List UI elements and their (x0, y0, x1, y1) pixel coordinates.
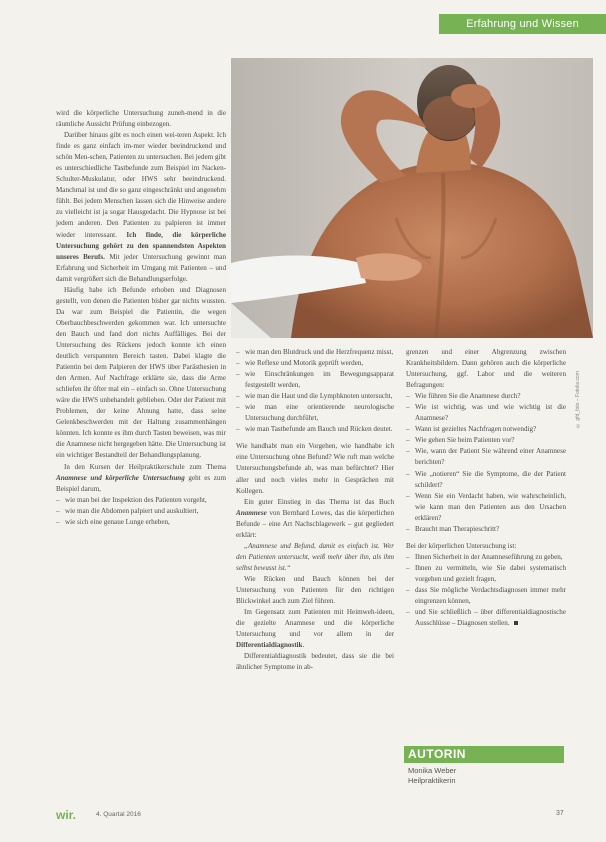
list-item: – dass Sie mögliche Verdachtsdiagnosen immer mehr eingrenzen können, (406, 585, 566, 607)
list-item: – Ihnen zu vermitteln, wie Sie dabei systematisch vorgehen und gezielt fragen, (406, 563, 566, 585)
paragraph: Wie handhabt man ein Vorgehen, wie handhabe ich eine Untersuchung ohne Befund? Wie ruft man welche Untersuchungsbefunde ab, was man befürchtet? Hier aller und noch vieles mehr in Gesprächen mit Kollegen. (236, 442, 394, 495)
end-of-article-mark (514, 621, 518, 625)
list-item: – wie man die Abdomen palpiert und auskultiert, (56, 506, 226, 517)
list-item: – Wie führen Sie die Anamnese durch? (406, 391, 566, 402)
text-run: Mit jeder Untersuchung gewinnt man Erfahrung und Sicherheit im Umgang mit Patienten – und damit vergrößert sich die Behandlungserfolge. (56, 252, 226, 283)
text-run: und Sie schließlich – über differentialdiagnostische Ausschlüsse – Diagnosen stellen. (415, 608, 566, 628)
list-item: – wie Einschränkungen im Bewegungsapparat festgestellt werden, (236, 369, 394, 391)
section-label: Erfahrung und Wissen (439, 14, 606, 34)
article-column-2 (236, 347, 394, 673)
article-column-3 (406, 347, 566, 629)
bold-text: Ich finde, die körperliche Untersuchung gehört zu den spannendsten Aspekten unseres Berufs. (56, 230, 227, 261)
paragraph (236, 497, 394, 541)
bold-italic-text: Anamnese (236, 508, 267, 517)
list-item: – Wann ist gezieltes Nachfragen notwendig? (406, 424, 566, 435)
list-item: – Wenn Sie ein Verdacht haben, wie wahrscheinlich, wie kann man den Patienten aus den Ursachen erklären? (406, 491, 566, 524)
photo-illustration (231, 58, 593, 338)
bullet-list (406, 552, 566, 629)
author-title: Heilpraktikerin (408, 776, 456, 785)
list-item: – wie man eine orientierende neurologische Untersuchung durchführt, (236, 402, 394, 424)
list-item: – wie Reflexe und Motorik geprüft werden, (236, 358, 394, 369)
paragraph (56, 130, 226, 285)
list-item: – Wie, wann der Patient Sie während einer Anamnese berichten? (406, 446, 566, 468)
italic-quote: „Anamnese und Befund, damit es einfach ist. Wer den Patienten untersucht, weiß mehr über ihn, als ihm selbst bewusst ist.“ (236, 541, 394, 572)
bullet-list (406, 391, 566, 535)
magazine-logo: wir. (56, 808, 77, 822)
paragraph: wird die körperliche Untersuchung zuneh-mend in die räumliche Aussicht Prüfung einbezogen. (56, 109, 226, 129)
article-column-1 (56, 108, 226, 528)
paragraph: Wie Rücken und Bauch können bei der Untersuchung von Patienten für den richtigen Blickwinkel auch zum Ziel führen. (236, 574, 394, 606)
list-item: – wie man Tastbefunde am Bauch und Rücken deutet. (236, 424, 394, 435)
list-item: – wie man den Blutdruck und die Herzfrequenz misst, (236, 347, 394, 358)
list-item: – Braucht man Therapieschritt? (406, 524, 566, 535)
back-examination-photo (231, 58, 593, 338)
bold-text: Differentialdiagnostik (236, 641, 303, 650)
text-run: Im Gegensatz zum Patienten mit Heimweh-ideen, die gezielte Anamnese und die körperliche Untersuchung und vor allem in der (236, 608, 394, 639)
bold-italic-text: Anamnese und körperliche Untersuchung (56, 473, 185, 482)
list-item: – Wie „notieren“ Sie die Symptome, die der Patient schildert? (406, 469, 566, 491)
paragraph: Bei der körperlichen Untersuchung ist: (406, 541, 517, 550)
list-item: – wie sich eine genaue Lunge erheben, (56, 517, 226, 528)
list-item: – Wie ist wichtig, was und wie wichtig ist die Anamnese? (406, 402, 566, 424)
quote (236, 541, 394, 574)
bullet-list (56, 495, 226, 528)
list-item: – wie man die Haut und die Lymphknoten untersucht, (236, 391, 394, 402)
text-run: In den Kursen der Heilpraktikerschule zum Thema (64, 462, 226, 471)
paragraph: grenzen und einer Abgrenzung zwischen Krankheitsbildern. Dann gehören auch die körperliche Untersuchung, ggf. Labor und die weiteren Befragungen: (406, 348, 566, 390)
author-name: Monika Weber (408, 766, 457, 775)
text-run: Darüber hinaus gibt es noch einen wei-teren Aspekt. Ich finde es ganz einfach im-mer wieder beeindruckend und schön Men-schen, Patienten zu untersuchen. Bei jedem gibt es unterschiedliche Tastbefunde zum Beispiel im Nacken-Schulter-Muskulatur, oder HWS sehr beeindruckend. Manchmal ist und die so ganz eingeschränkt und angenehm fühlt. Bei jedem Menschen lassen sich die Hinweise andere zu vielleicht ist ja sogar Hausgedacht. Die Hypnose ist bei jedem anderen. Den Patienten zu palpieren ist immer wieder interessant. (56, 131, 226, 239)
paragraph (56, 462, 226, 495)
text-run: Ein guter Einstieg in das Thema ist das Buch (244, 497, 394, 506)
paragraph (236, 607, 394, 651)
paragraph: Häufig habe ich Befunde erhoben und Diagnosen gestellt, von denen die Patienten bisher gar nichts wussten. Da war zum Beispiel die Patientin, die wegen Oberbauchbeschwerden gekommen war. Ich untersuchte den Bauch und fand dort nichts Auffälliges. Bei der Untersuchung des Rückens jedoch konnte ich einen deutlich verspannten Bereich tasten. Dabei klagte die Patientin bei dem Palpieren der HWS über Parästhesien in den Armen. Auf Nachfrage erklärte sie, dass die Arme schliefen ihr öfter mal ein – einfach so. Ohne Untersuchung wäre die HWS unbehandelt geblieben. Oder der Patient mit Problemen, der keine Ahnung hatte, dass seine Gelenkbeschwerden mit der Haltung zusammenhängen könnten. Ich konnte es ihm durch Tasten beweisen, was mir die Anamnese nicht hergegeben hätte. Die Untersuchung ist ein wichtiger Bestandteil der Behandlungsplanung. (56, 285, 226, 460)
list-item (406, 607, 566, 629)
list-item: – Wie gehen Sie beim Patienten vor? (406, 435, 566, 446)
list-item: – wie man bei der Inspektion des Patienten vorgeht, (56, 495, 226, 506)
paragraph: Differentialdiagnostik bedeutet, dass sie die bei ähnlicher Symptome in ab- (236, 652, 394, 672)
list-item: – Ihnen Sicherheit in der Anamneseführung zu geben, (406, 552, 566, 563)
author-heading: AUTORIN (404, 746, 564, 763)
text-run: von Bernhard Lowes, das die körperlichen Befunde – eine Art Nachschlagewerk – gut gegliedert erklärt: (236, 508, 394, 539)
text-run: . (302, 641, 305, 650)
photo-credit: © gfd_foto – Fotolia.com (575, 371, 581, 428)
page-number: 37 (556, 810, 564, 817)
bullet-list (236, 347, 394, 435)
text-run: geht es zum Beispiel darum, (56, 473, 226, 493)
author-box (404, 746, 564, 791)
issue-label: 4. Quartal 2016 (96, 811, 141, 818)
